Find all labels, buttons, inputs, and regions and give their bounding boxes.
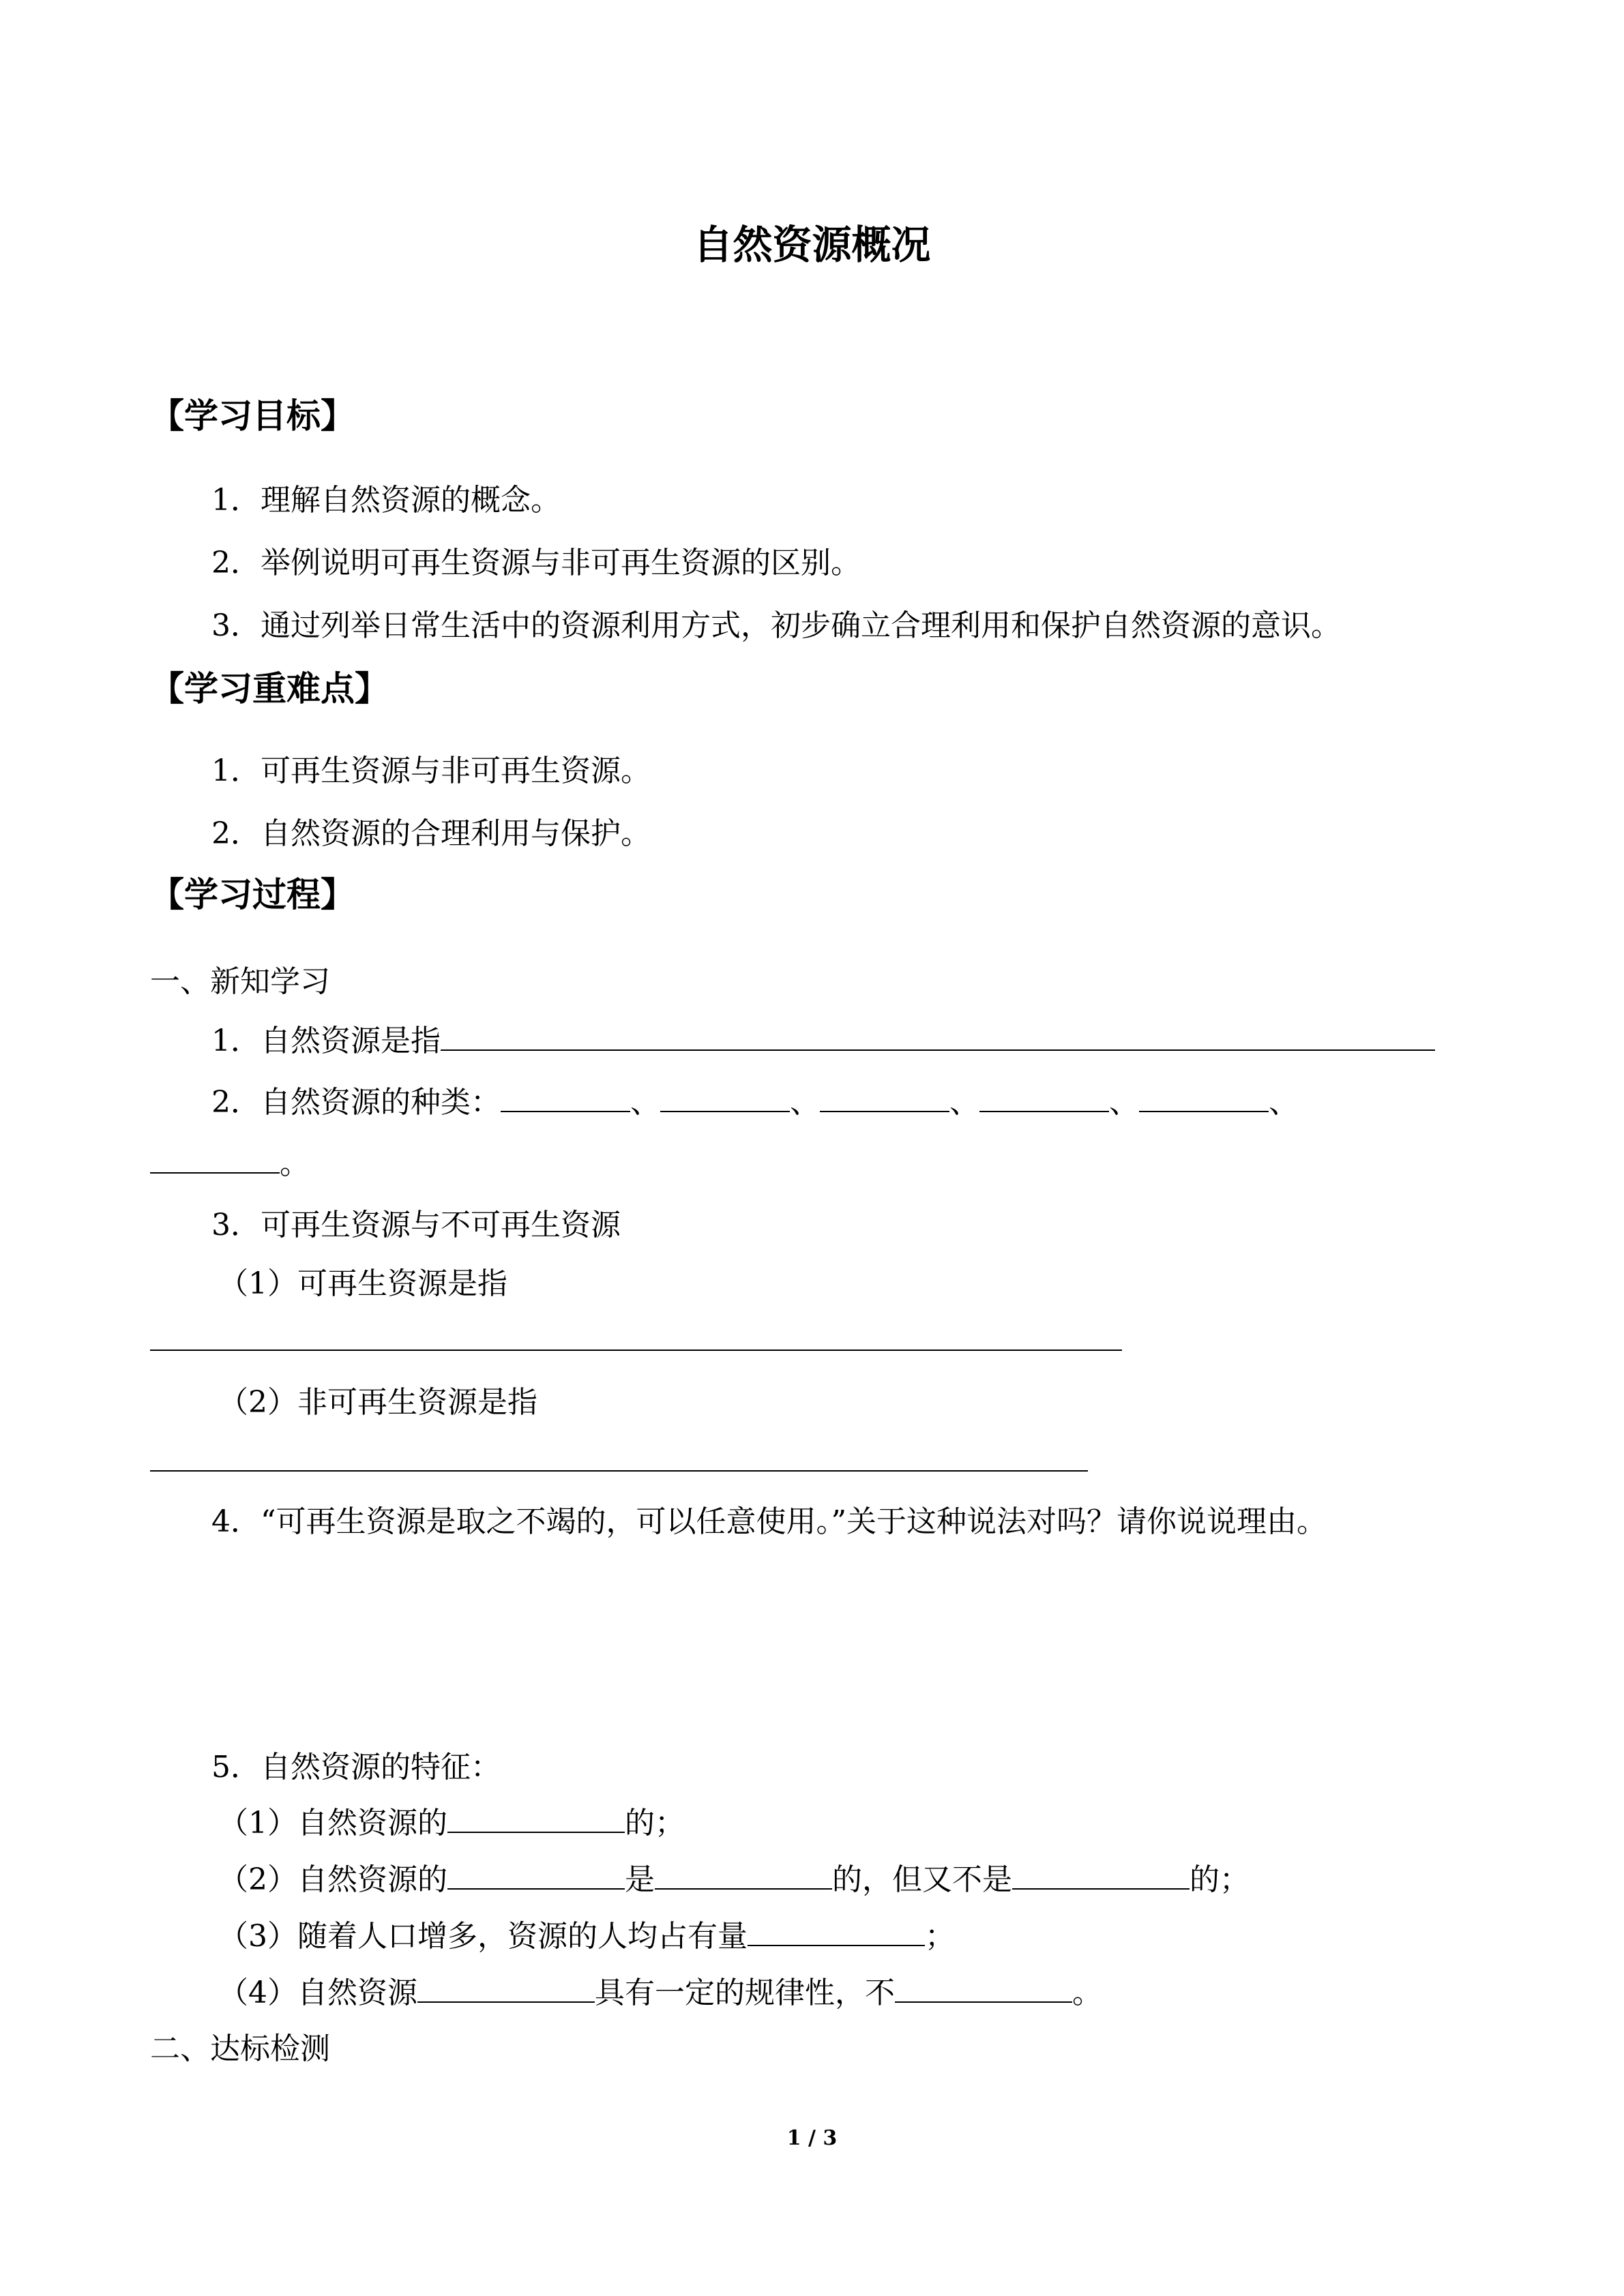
separator: 、	[1109, 1085, 1139, 1120]
question-3-2: （2）非可再生资源是指	[218, 1385, 537, 1420]
part-heading-new-knowledge: 一、新知学习	[150, 964, 330, 999]
answer-blank[interactable]	[655, 1858, 832, 1890]
answer-blank[interactable]	[895, 1971, 1072, 2003]
page-title: 自然资源概况	[693, 222, 931, 268]
separator: 、	[790, 1085, 820, 1120]
key-point-item: 2．自然资源的合理利用与保护。	[211, 816, 651, 851]
question-2-continued	[150, 1139, 310, 1182]
question-2	[211, 1077, 1299, 1121]
q5-4-text: （4）自然资源	[218, 1976, 417, 2010]
period: 。	[280, 1146, 310, 1181]
objective-item: 2．举例说明可再生资源与非可再生资源的区别。	[211, 546, 861, 580]
q5-3-suffix: ；	[925, 1919, 955, 1954]
question-1	[211, 1016, 1435, 1060]
section-heading-process: 【学习过程】	[150, 874, 355, 914]
answer-line[interactable]	[150, 1350, 1122, 1351]
question-5-2	[218, 1855, 1250, 1898]
answer-blank[interactable]	[501, 1081, 630, 1112]
question-4: 4．“可再生资源是取之不竭的，可以任意使用。”关于这种说法对吗？请你说说理由。	[211, 1504, 1327, 1539]
question-3: 3．可再生资源与不可再生资源	[211, 1208, 621, 1242]
objective-item: 3．通过列举日常生活中的资源利用方式，初步确立合理利用和保护自然资源的意识。	[211, 608, 1341, 643]
q5-2-mid: 是	[625, 1862, 655, 1897]
part-heading-assessment: 二、达标检测	[150, 2031, 330, 2066]
answer-blank[interactable]	[417, 1971, 595, 2003]
q5-1-suffix: 的；	[625, 1806, 685, 1840]
answer-line[interactable]	[150, 1470, 1088, 1472]
section-heading-objectives: 【学习目标】	[150, 396, 355, 436]
question-5-1	[218, 1798, 685, 1842]
q5-3-text: （3）随着人口增多，资源的人均占有量	[218, 1919, 748, 1954]
separator: 、	[630, 1085, 660, 1120]
question-1-text: 1．自然资源是指	[211, 1024, 441, 1058]
answer-blank[interactable]	[979, 1081, 1109, 1112]
answer-blank[interactable]	[447, 1802, 625, 1833]
separator: 、	[949, 1085, 979, 1120]
question-5-3	[218, 1911, 955, 1955]
q5-2-text: （2）自然资源的	[218, 1862, 447, 1897]
answer-blank[interactable]	[150, 1142, 280, 1174]
question-5-4	[218, 1968, 1102, 2012]
answer-blank[interactable]	[441, 1019, 1435, 1051]
separator: 、	[1269, 1085, 1299, 1120]
section-heading-key-points: 【学习重难点】	[150, 668, 389, 709]
question-5: 5．自然资源的特征：	[211, 1750, 501, 1785]
q5-4-suffix: 。	[1072, 1976, 1102, 2010]
answer-blank[interactable]	[820, 1081, 949, 1112]
q5-1-text: （1）自然资源的	[218, 1806, 447, 1840]
question-2-text: 2．自然资源的种类：	[211, 1085, 501, 1120]
q5-2-suffix: 的；	[1190, 1862, 1250, 1897]
objective-item: 1．理解自然资源的概念。	[211, 483, 561, 518]
question-3-1: （1）可再生资源是指	[218, 1266, 507, 1301]
answer-blank[interactable]	[660, 1081, 790, 1112]
answer-blank[interactable]	[1012, 1858, 1190, 1890]
page-number: 1 / 3	[786, 2126, 838, 2150]
q5-4-mid: 具有一定的规律性，不	[595, 1976, 895, 2010]
answer-blank[interactable]	[447, 1858, 625, 1890]
q5-2-mid2: 的，但又不是	[832, 1862, 1012, 1897]
key-point-item: 1．可再生资源与非可再生资源。	[211, 754, 651, 788]
answer-blank[interactable]	[1139, 1081, 1269, 1112]
answer-blank[interactable]	[748, 1915, 925, 1946]
